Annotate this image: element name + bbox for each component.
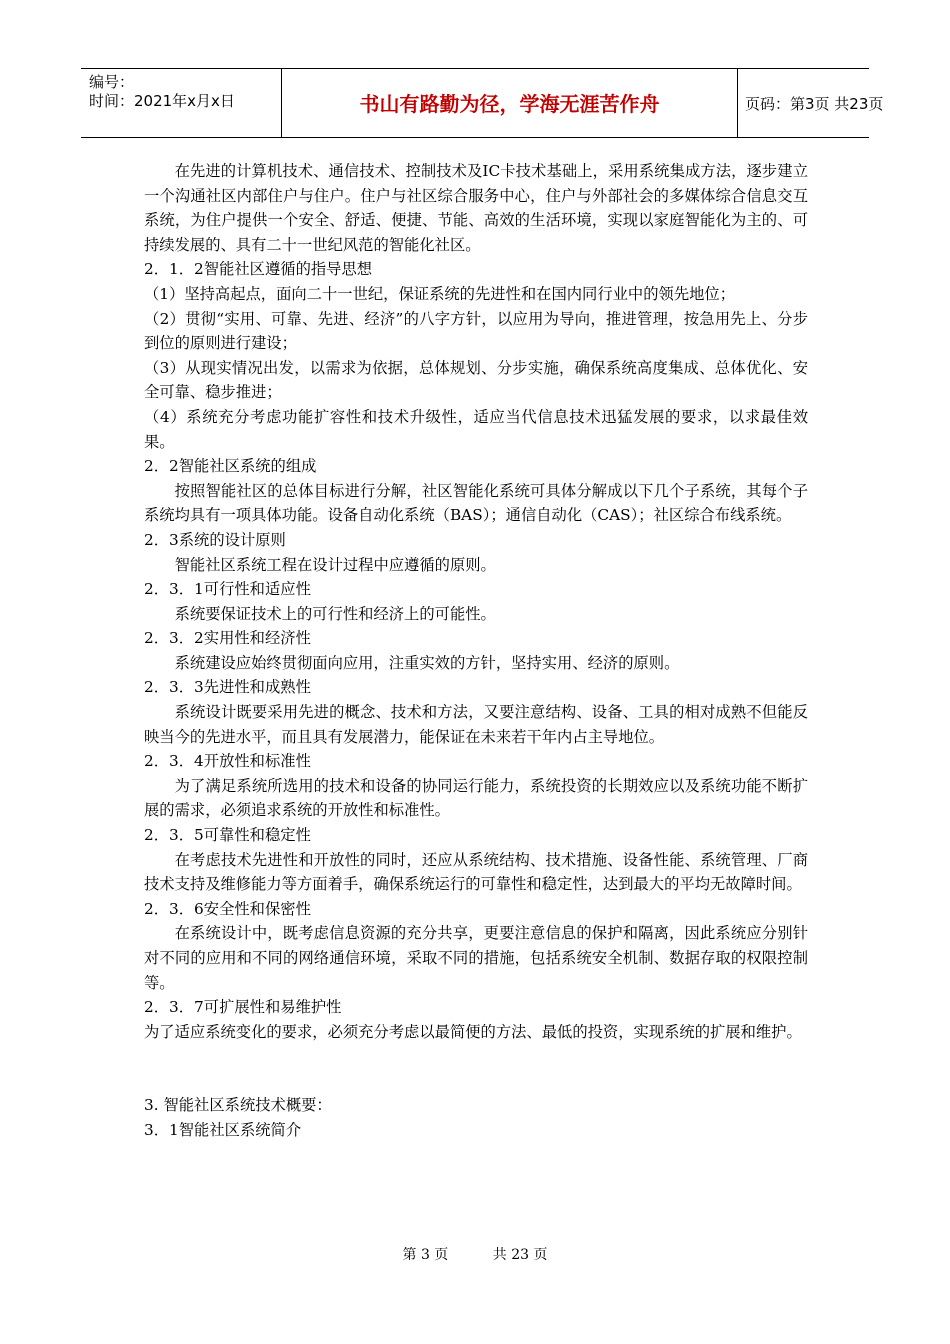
header-motto-cell [281,69,738,137]
paragraph: 在考虑技术先进性和开放性的同时，还应从系统结构、技术措施、设备性能、系统管理、厂商技术支持及维修能力等方面着手，确保系统运行的可靠性和稳定性，达到最大的平均无故障时间。 [144,850,808,894]
footer-page-total: 共 23 页 [492,1247,548,1263]
paragraph: 系统设计既要采用先进的概念、技术和方法，又要注意结构、设备、工具的相对成熟不但能反映当今的先进水平，而且具有发展潜力，能保证在未来若干年内占主导地位。 [144,703,808,746]
page-header [81,68,884,138]
header-motto: 书山有路勤为径，学海无涯苦作舟 [359,92,660,116]
paragraph: 按照智能社区的总体目标进行分解，社区智能化系统可具体分解成以下几个子系统，其每个子系统均具有一项具体功能。设备自动化系统（BAS）；通信自动化（CAS）；社区综合布线系统。 [144,481,808,525]
section-heading: 2．3．7可扩展性和易维护性 [144,998,342,1017]
section-heading: 3．1智能社区系统简介 [144,1120,302,1139]
list-item: （4）系统充分考虑功能扩容性和技术升级性，适应当代信息技术迅猛发展的要求，以求最佳效果。 [144,407,808,451]
list-item: （3）从现实情况出发，以需求为依据，总体规划、分步实施，确保系统高度集成、总体优化、安全可靠、稳步推进； [144,358,808,402]
paragraph: 在先进的计算机技术、通信技术、控制技术及IC卡技术基础上，采用系统集成方法，逐步建立一个沟通社区内部住户与住户。住户与社区综合服务中心，住户与外部社会的多媒体综合信息交互系统，为住户提供一个安全、舒适、便捷、节能、高效的生活环境，实现以家庭智能化为主的、可持续发展的、具有二十一世纪风范的智能化社区。 [144,162,808,254]
section-heading: 2．3．5可靠性和稳定性 [144,826,311,845]
footer-page-number: 第 3 页 [402,1247,449,1263]
paragraph: 系统要保证技术上的可行性和经济上的可能性。 [174,604,496,623]
section-heading: 2．3．4开放性和标准性 [144,752,311,771]
section-heading: 2．2智能社区系统的组成 [144,457,317,476]
document-number-label: 编号： [89,73,135,91]
header-right-cell [737,69,884,137]
paragraph: 系统建设应始终贯彻面向应用，注重实效的方针，坚持实用、经济的原则。 [174,653,680,672]
paragraph: 在系统设计中，既考虑信息资源的充分共享，更要注意信息的保护和隔离，因此系统应分别针对不同的应用和不同的网络通信环境，采取不同的措施，包括系统安全机制、数据存取的权限控制等。 [144,924,808,992]
section-heading: 2．3系统的设计原则 [144,530,286,549]
list-item: （2）贯彻“实用、可靠、先进、经济”的八字方针，以应用为导向，推进管理，按急用先上、分步到位的原则进行建设； [144,309,808,353]
paragraph: 为了适应系统变化的要求，必须充分考虑以最简便的方法、最低的投资，实现系统的扩展和维护。 [144,1022,802,1041]
section-heading: 2．3．2实用性和经济性 [144,629,311,648]
section-heading: 3. 智能社区系统技术概要： [144,1096,332,1115]
section-heading: 2．3．3先进性和成熟性 [144,678,311,697]
section-heading: 2．1．2智能社区遵循的指导思想 [144,260,373,279]
section-heading: 2．3．1可行性和适应性 [144,580,311,599]
header-left-cell [81,69,281,137]
document-body [144,159,808,1143]
paragraph: 智能社区系统工程在设计过程中应遵循的原则。 [174,555,496,574]
header-page-label: 页码：第3页 共23页 [745,95,884,113]
list-item: （1）坚持高起点，面向二十一世纪，保证系统的先进性和在国内同行业中的领先地位； [144,284,736,303]
section-heading: 2．3．6安全性和保密性 [144,899,311,918]
page-footer [0,1246,950,1264]
blank-gap [144,1044,808,1093]
paragraph: 为了满足系统所选用的技术和设备的协同运行能力，系统投资的长期效应以及系统功能不断扩展的需求，必须追求系统的开放性和标准性。 [144,776,808,820]
document-date-label: 时间：2021年x月x日 [89,92,235,110]
